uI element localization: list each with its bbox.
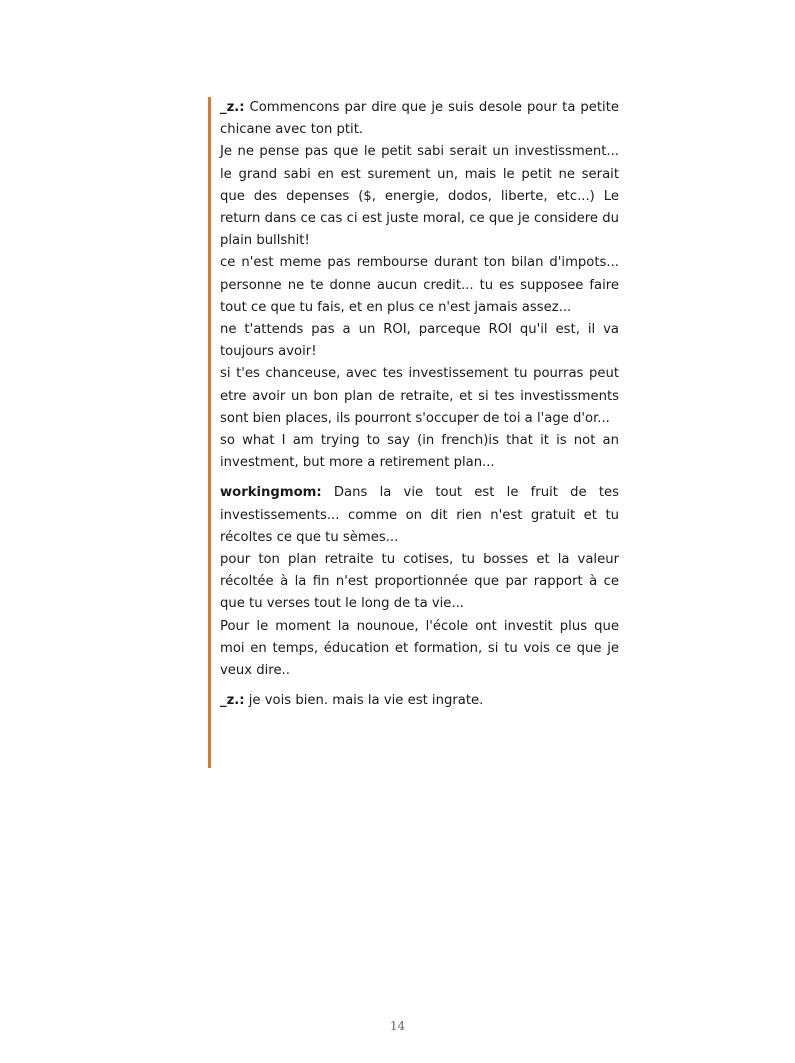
- comment-paragraph: Pour le moment la nounoue, l'école ont investit plus que moi en temps, éducation et formation, si tu vois ce que je veux dire..: [220, 618, 619, 679]
- comment-paragraph: pour ton plan retraite tu cotises, tu bosses et la valeur récoltée à la fin n'est proportionnée que par rapport à ce que tu verses tout le long de ta vie...: [220, 552, 619, 612]
- comment: [220, 690, 619, 712]
- comment-text: je vois bien. mais la vie est ingrate.: [248, 693, 484, 709]
- comment-text: Dans la vie tout est le fruit de tes investissements... comme on dit rien n'est gratuit et tu récoltes ce que tu sèmes...: [220, 485, 619, 545]
- comment-paragraph: [220, 97, 619, 141]
- comment: [220, 482, 619, 682]
- comment-paragraph: si t'es chanceuse, avec tes investissement tu pourras peut etre avoir un bon plan de retraite, et si tes investissments sont bien places, ils pourront s'occuper de toi a l'age d'or...: [220, 366, 619, 426]
- comment-paragraph: [220, 482, 619, 549]
- comment-paragraph: ne t'attends pas a un ROI, parceque ROI qu'il est, il va toujours avoir!: [220, 322, 619, 360]
- comment-paragraph: Je ne pense pas que le petit sabi serait un investissment... le grand sabi en est surement un, mais le petit ne serait que des depenses ($, energie, dodos, liberte, etc...) Le return dans ce cas ci est juste moral, ce que je considere du plain bullshit!: [220, 144, 619, 249]
- comment-paragraph: so what I am trying to say (in french)is that it is not an investment, but more a retirement plan...: [220, 433, 619, 471]
- comment-paragraph: ce n'est meme pas rembourse durant ton bilan d'impots... personne ne te donne aucun credit... tu es supposee faire tout ce que tu fais, et en plus ce n'est jamais assez...: [220, 255, 619, 315]
- comment-paragraph: [220, 690, 619, 712]
- comment-author: workingmom:: [220, 485, 322, 501]
- comment-author: _z.:: [220, 693, 245, 709]
- page-number: 14: [389, 1019, 406, 1033]
- comment-thread: [208, 97, 619, 768]
- comment-author: _z.:: [220, 100, 245, 115]
- comment: [220, 97, 619, 474]
- comment-text: Commencons par dire que je suis desole pour ta petite chicane avec ton ptit.: [220, 100, 619, 138]
